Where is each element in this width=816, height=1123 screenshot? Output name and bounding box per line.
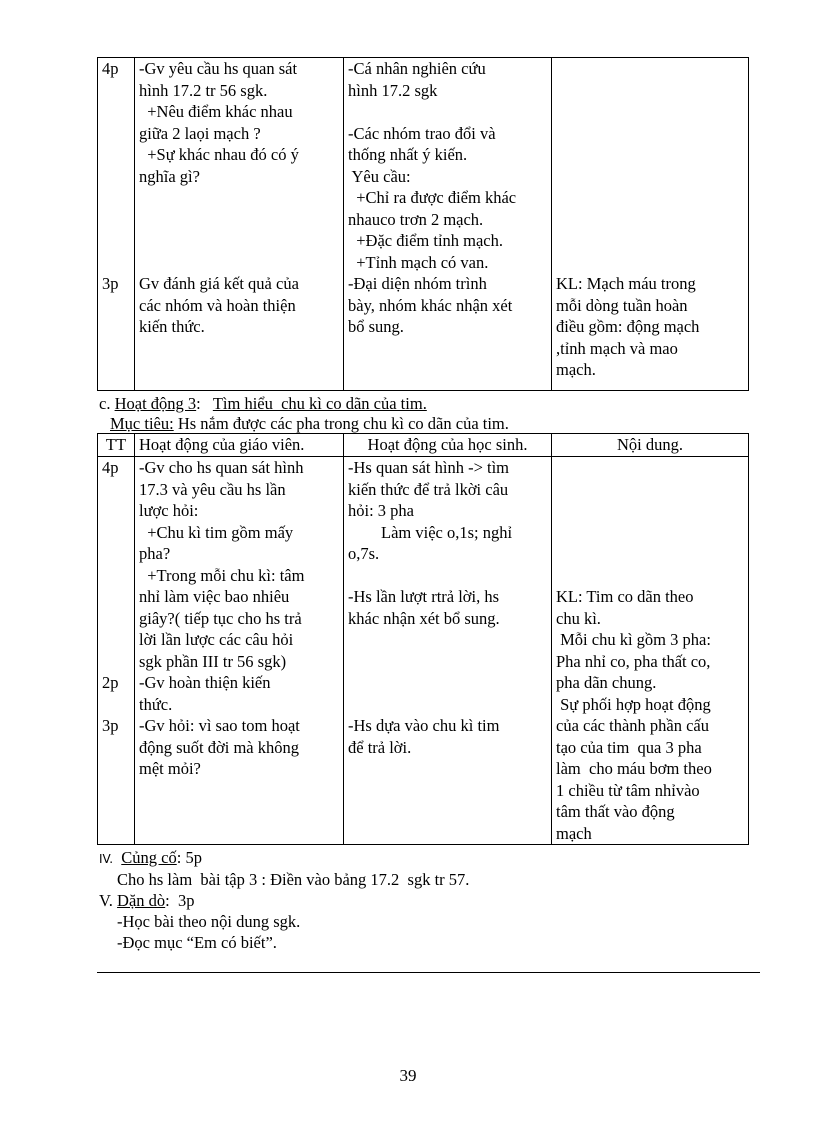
- objective-line: Mục tiêu: Hs nắm được các pha trong chu kì co dãn của tim.: [110, 414, 509, 433]
- time-cell: 4p 2p 3p: [98, 457, 135, 845]
- header-teacher: Hoạt động của giáo viên.: [135, 434, 344, 457]
- section-v-heading: V. Dặn dò: 3p: [99, 891, 195, 910]
- section-iv-heading: IV. Củng cố: 5p: [99, 848, 202, 867]
- activity-table-1: [97, 57, 749, 391]
- activity-table-2: [97, 433, 749, 845]
- section-c-heading: c. Hoạt động 3: Tìm hiểu chu kì co dãn của tim.: [99, 394, 427, 413]
- footer-divider: [97, 972, 760, 973]
- section-v-item: -Học bài theo nội dung sgk.: [117, 912, 301, 931]
- teacher-activity-cell: -Gv cho hs quan sát hình 17.3 và yêu cầu hs lần lược hỏi: +Chu kì tim gồm mấy pha? +Trong mỗi chu kì: tâm nhỉ làm việc bao nhiêu giây?( tiếp tục cho hs trả lời lần lược các câu hỏi sgk phần III tr 56 sgk) -Gv hoàn thiện kiến thức. -Gv hỏi: vì sao tom hoạt động suốt đời mà không mệt mỏi?: [135, 457, 344, 845]
- content-cell: KL: Mạch máu trong mỗi dòng tuần hoàn điều gồm: động mạch ,tỉnh mạch và mao mạch.: [552, 58, 749, 391]
- section-v-item: -Đọc mục “Em có biết”.: [117, 933, 277, 952]
- section-iv-text: Cho hs làm bài tập 3 : Điền vào bảng 17.2 sgk tr 57.: [117, 870, 470, 889]
- table-header-row: [98, 434, 749, 457]
- header-student: Hoạt động của học sinh.: [344, 434, 552, 457]
- table-row: [98, 58, 749, 391]
- student-activity-cell: -Hs quan sát hình -> tìm kiến thức để trả lkời câu hỏi: 3 pha Làm việc o,1s; nghỉ o,7s. -Hs lần lượt rtrả lời, hs khác nhận xét bổ sung. -Hs dựa vào chu kì tim để trả lời.: [344, 457, 552, 845]
- student-activity-cell: -Cá nhân nghiên cứu hình 17.2 sgk -Các nhóm trao đổi và thống nhất ý kiến. Yêu cầu: +Chỉ ra được điểm khác nhauco trơn 2 mạch. +Đặc điểm tỉnh mạch. +Tỉnh mạch có van. -Đại diện nhóm trình bày, nhóm khác nhận xét bổ sung.: [344, 58, 552, 391]
- table-row: [98, 457, 749, 845]
- time-cell: 4p 3p: [98, 58, 135, 391]
- teacher-activity-cell: -Gv yêu cầu hs quan sát hình 17.2 tr 56 sgk. +Nêu điểm khác nhau giữa 2 laọi mạch ? +Sự khác nhau đó có ý nghĩa gì? Gv đánh giá kết quả của các nhóm và hoàn thiện kiến thức.: [135, 58, 344, 391]
- content-cell: KL: Tim co dãn theo chu kì. Mỗi chu kì gồm 3 pha: Pha nhỉ co, pha thất co, pha dãn chung. Sự phối hợp hoạt động của các thành phần cấu tạo của tim qua 3 pha làm cho máu bơm theo 1 chiều từ tâm nhỉvào tâm thất vào động mạch: [552, 457, 749, 845]
- page-number: 39: [399, 1066, 417, 1085]
- header-tt: TT: [98, 434, 135, 457]
- header-content: Nội dung.: [552, 434, 749, 457]
